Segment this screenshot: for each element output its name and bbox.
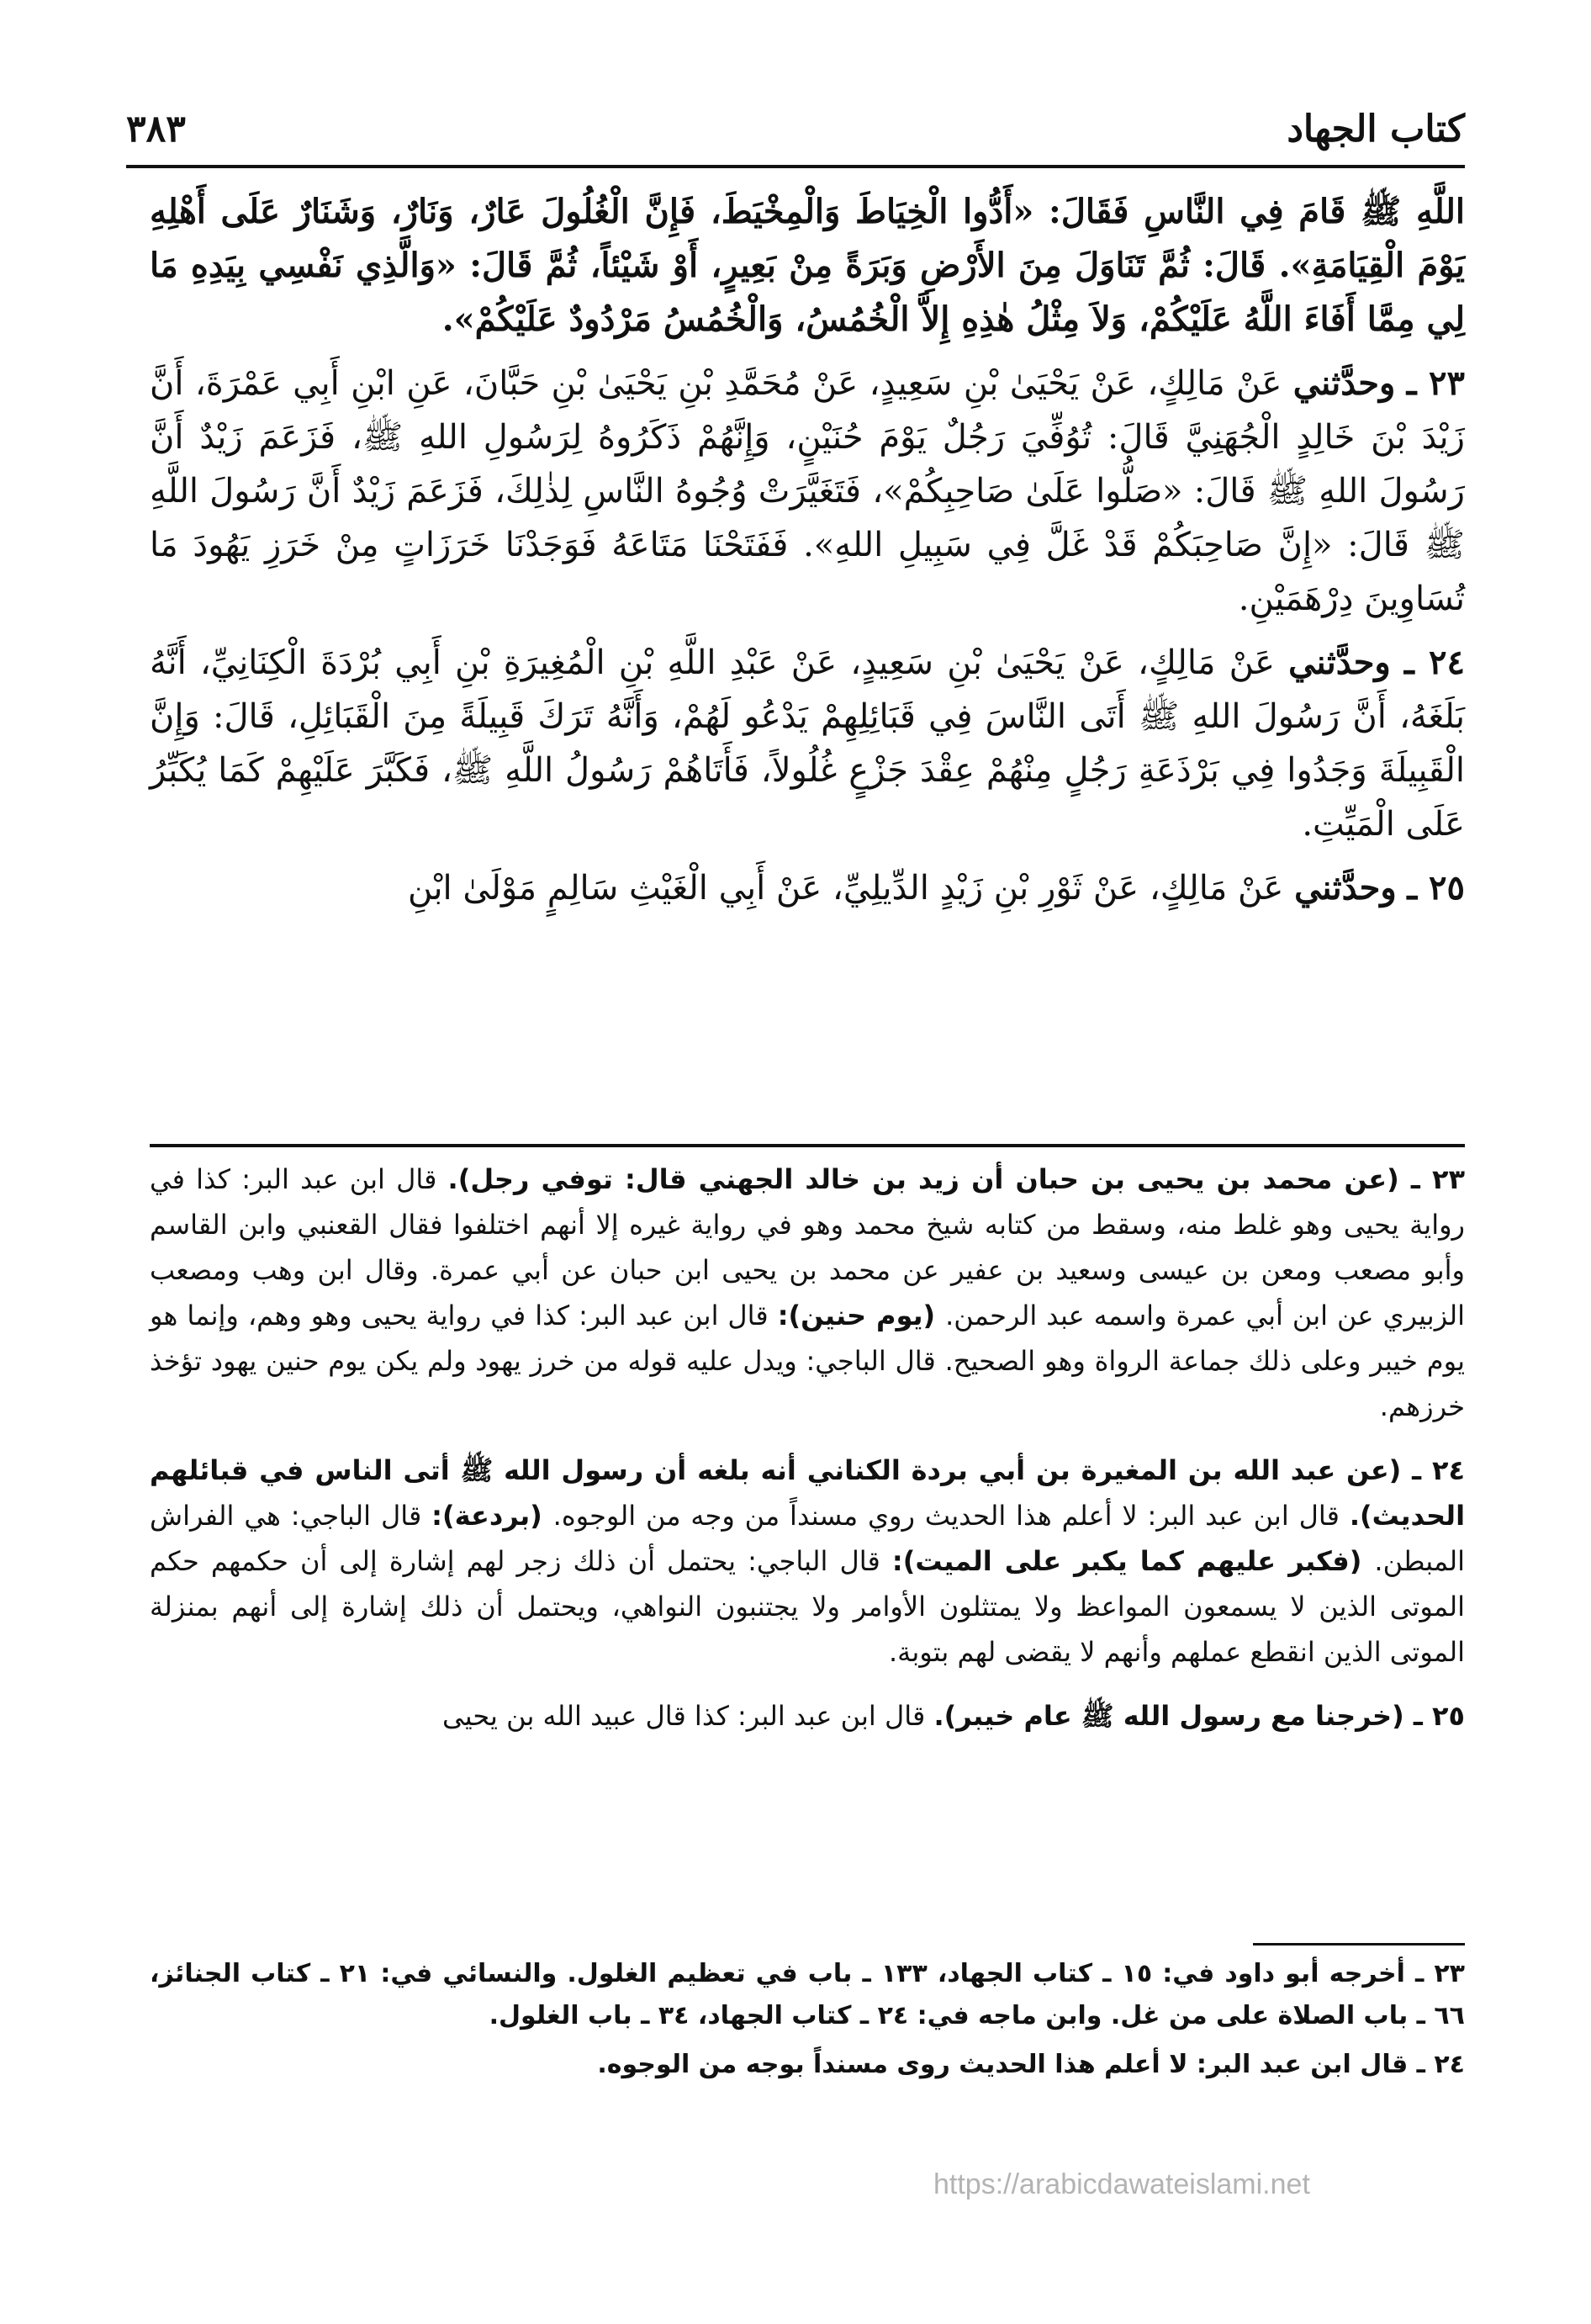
comment-24 (150, 1448, 1465, 1675)
hadith-number: ٢٣ ـ (1406, 363, 1465, 403)
hadith-text: عَنْ مَالِكٍ، عَنْ ثَوْرِ بْنِ زَيْدٍ الدِّيلِيِّ، عَنْ أَبِي الْغَيْثِ سَالِمٍ مَوْلَىٰ ابْنِ (407, 869, 1284, 908)
running-header (126, 99, 1465, 158)
comment-head: ٢٣ ـ (عن محمد بن يحيى بن حبان أن زيد بن خالد الجهني قال: توفي رجل). (447, 1163, 1466, 1195)
watermark-url: https://arabicdawateislami.net (933, 2168, 1310, 2200)
continuation-text: اللَّهِ ﷺ قَامَ فِي النَّاسِ فَقَالَ: «أَدُّوا الْخِيَاطَ وَالْمِخْيَطَ، فَإِنَّ الْغُلُولَ عَارٌ، وَنَارٌ، وَشَنَارٌ عَلَى أَهْلِهِ يَوْمَ الْقِيَامَةِ». قَالَ: ثُمَّ تَنَاوَلَ مِنَ الأَرْضِ وَبَرَةً مِنْ بَعِيرٍ، أَوْ شَيْئاً، ثُمَّ قَالَ: «وَالَّذِي نَفْسِي بِيَدِهِ مَا لِي مِمَّا أَفَاءَ اللَّهُ عَلَيْكُمْ، وَلاَ مِثْلُ هٰذِهِ إِلاَّ الْخُمُسُ، وَالْخُمُسُ مَرْدُودٌ عَلَيْكُمْ». (150, 192, 1466, 339)
header-rule (126, 165, 1465, 168)
hadith-24 (150, 636, 1465, 851)
hadith-text: عَنْ مَالِكٍ، عَنْ يَحْيَىٰ بْنِ سَعِيدٍ، عَنْ مُحَمَّدِ بْنِ يَحْيَىٰ بْنِ حَبَّانَ، عَنِ ابْنِ أَبِي عَمْرَةَ، أَنَّ زَيْدَ بْنَ خَالِدٍ الْجُهَنِيَّ قَالَ: تُوُفِّيَ رَجُلٌ يَوْمَ حُنَيْنٍ، وَإِنَّهُمْ ذَكَرُوهُ لِرَسُولِ اللهِ ﷺ، فَزَعَمَ زَيْدٌ أَنَّ رَسُولَ اللهِ ﷺ قَالَ: «صَلُّوا عَلَىٰ صَاحِبِكُمْ»، فَتَغَيَّرَتْ وُجُوهُ النَّاسِ لِذٰلِكَ، فَزَعَمَ زَيْدٌ أَنَّ رَسُولَ اللَّهِ ﷺ قَالَ: «إِنَّ صَاحِبَكُمْ قَدْ غَلَّ فِي سَبِيلِ اللهِ». فَفَتَحْنَا مَتَاعَهُ فَوَجَدْنَا خَرَزَاتٍ مِنْ خَرَزِ يَهُودَ مَا تُسَاوِينَ دِرْهَمَيْنِ. (150, 364, 1465, 618)
page-number: ٣٨٣ (126, 107, 186, 151)
hadith-25 (150, 861, 1465, 915)
hadith-number: ٢٥ ـ (1407, 868, 1465, 908)
main-text (150, 185, 1465, 925)
book-title: كتاب الجهاد (1287, 107, 1465, 151)
hadith-keyword: وحدَّثني (1294, 868, 1397, 908)
hadith-keyword: وحدَّثني (1288, 643, 1391, 682)
hadith-23 (150, 357, 1465, 626)
comment-head: ٢٤ ـ (عن عبد الله بن المغيرة بن أبي بردة الكناني أنه بلغه أن رسول الله ﷺ أتى الناس في قبائلهم الحديث). (150, 1454, 1466, 1532)
commentary (150, 1157, 1465, 1757)
comment-23 (150, 1157, 1465, 1429)
hadith-number: ٢٤ ـ (1403, 643, 1466, 682)
comment-text: قال ابن عبد البر: كذا في رواية يحيى وهو وهم، وإنما هو يوم خيبر وعلى ذلك جماعة الرواة وهو الصحيح. قال الباجي: ويدل عليه قوله من خرز يهود ولم يكن يوم حنين يهود تؤخذ خرزهم. (150, 1300, 1465, 1422)
footnote-24: ٢٤ ـ قال ابن عبد البر: لا أعلم هذا الحديث روى مسنداً بوجه من الوجوه. (597, 2050, 1465, 2079)
comment-text: قال الباجي: يحتمل أن ذلك زجر لهم إشارة إلى أن حكمهم حكم الموتى الذين لا يسمعون المواعظ ولا يمتثلون الأوامر ولا يجتنبون النواهي، ويحتمل أن ذلك إشارة إلى أنهم بمنزلة الموتى الذين انقطع عملهم وأنهم لا يقضى لهم بتوبة. (150, 1545, 1465, 1668)
comment-term: (فكبر عليهم كما يكبر على الميت): (891, 1545, 1375, 1577)
comment-term: (يوم حنين): (777, 1300, 946, 1331)
comment-head: ٢٥ ـ (خرجنا مع رسول الله ﷺ عام خيبر). (933, 1700, 1465, 1732)
comment-text: قال الباجي: هي الفراش المبطن. (150, 1500, 1465, 1577)
hadith-text: عَنْ مَالِكٍ، عَنْ يَحْيَىٰ بْنِ سَعِيدٍ، عَنْ عَبْدِ اللَّهِ بْنِ الْمُغِيرَةِ بْنِ أَبِي بُرْدَةَ الْكِنَانِيِّ، أَنَّهُ بَلَغَهُ، أَنَّ رَسُولَ اللهِ ﷺ أَتَى النَّاسَ فِي قَبَائِلِهِمْ يَدْعُو لَهُمْ، وَأَنَّهُ تَرَكَ قَبِيلَةً مِنَ الْقَبَائِلِ، قَالَ: وَإِنَّ الْقَبِيلَةَ وَجَدُوا فِي بَرْذَعَةِ رَجُلٍ مِنْهُمْ عِقْدَ جَزْعٍ غُلُولاً، فَأَتَاهُمْ رَسُولُ اللَّهِ ﷺ، فَكَبَّرَ عَلَيْهِمْ كَمَا يُكَبِّرُ عَلَى الْمَيِّتِ. (150, 643, 1465, 844)
comment-text: قال ابن عبد البر: كذا في رواية يحيى وهو غلط منه، وسقط من كتابه شيخ محمد وهو في رواية غيره إلا أنهم اختلفوا فقال القعنبي وابن القاسم وأبو مصعب ومعن بن عيسى وسعيد بن عفير عن محمد بن يحيى ابن حبان عن أبي عمرة. وقال ابن وهب ومصعب الزبيري عن ابن أبي عمرة واسمه عبد الرحمن. (150, 1163, 1466, 1331)
commentary-separator (150, 1144, 1465, 1147)
hadith-keyword: وحدَّثني (1292, 363, 1396, 403)
comment-25 (150, 1693, 1465, 1739)
footnotes (150, 1953, 1465, 2093)
comment-text: قال ابن عبد البر: كذا قال عبيد الله بن يحيى (442, 1700, 934, 1732)
footnote-23: ٢٣ ـ أخرجه أبو داود في: ١٥ ـ كتاب الجهاد، ١٣٣ ـ باب في تعظيم الغلول. والنسائي في: ٢١ ـ كتاب الجنائز، ٦٦ ـ باب الصلاة على من غل. وابن ماجه في: ٢٤ ـ كتاب الجهاد، ٣٤ ـ باب الغلول. (150, 1959, 1465, 2030)
paragraph-continuation (150, 185, 1465, 347)
comment-text: قال ابن عبد البر: لا أعلم هذا الحديث روي مسنداً من وجه من الوجوه. (552, 1500, 1350, 1532)
comment-term: (بردعة): (431, 1500, 553, 1532)
footnote-separator (1253, 1943, 1465, 1945)
